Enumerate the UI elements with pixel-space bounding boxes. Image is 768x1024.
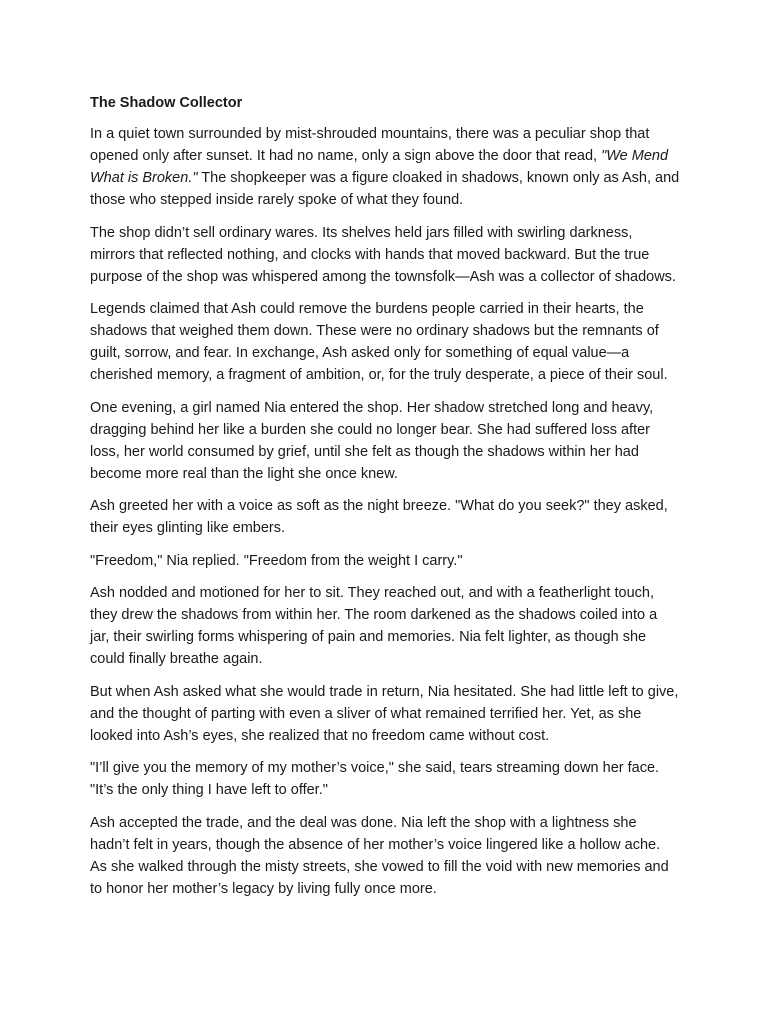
paragraph-2: The shop didn’t sell ordinary wares. Its shelves held jars filled with swirling darkness, mirrors that reflected nothing, and clocks with hands that moved backward. But the true purpose of the shop was whispered among the townsfolk—Ash was a collector of shadows. (90, 224, 676, 285)
shop-sign-quote: "We Mend What is Broken." (90, 148, 669, 186)
paragraph-1-text-start: In a quiet town surrounded by mist-shrouded mountains, there was a peculiar shop that opened only after sunset. It had no name, only a sign above the door that read, (90, 126, 650, 164)
paragraph-3: Legends claimed that Ash could remove the burdens people carried in their hearts, the shadows that weighed them down. These were no ordinary shadows but the remnants of guilt, sorrow, and fear. In exchange, Ash asked only for something of equal value—a cherished memory, a fragment of ambition, or, for the truly desperate, a piece of their soul. (90, 301, 668, 383)
paragraph-1 (90, 123, 680, 211)
paragraph-7: Ash nodded and motioned for her to sit. They reached out, and with a featherlight touch, they drew the shadows from within her. The room darkened as the shadows coiled into a jar, their swirling forms whispering of pain and memories. Nia felt lighter, as though she could finally breathe again. (90, 585, 658, 667)
paragraph-10: Ash accepted the trade, and the deal was done. Nia left the shop with a lightness she hadn’t felt in years, though the absence of her mother’s voice lingered like a hollow ache. As she walked through the misty streets, she vowed to fill the void with new memories and to honor her mother’s legacy by living fully once more. (90, 814, 669, 897)
paragraph-9: "I’ll give you the memory of my mother’s voice," she said, tears streaming down her face. "It’s the only thing I have left to offer." (90, 760, 660, 798)
paragraph-4: One evening, a girl named Nia entered the shop. Her shadow stretched long and heavy, dragging behind her like a burden she could no longer bear. She had suffered loss after loss, her world consumed by grief, until she felt as though the shadows within her had become more real than the light she once knew. (90, 399, 654, 482)
paragraph-6: "Freedom," Nia replied. "Freedom from the weight I carry." (90, 552, 463, 569)
document-page (90, 92, 680, 910)
paragraph-1-text-end: The shopkeeper was a figure cloaked in shadows, known only as Ash, and those who stepped inside rarely spoke of what they found. (90, 170, 680, 208)
paragraph-5: Ash greeted her with a voice as soft as the night breeze. "What do you seek?" they asked, their eyes glinting like embers. (90, 498, 668, 536)
paragraph-8: But when Ash asked what she would trade in return, Nia hesitated. She had little left to give, and the thought of parting with even a sliver of what remained terrified her. Yet, as she looked into Ash’s eyes, she realized that no freedom came without cost. (90, 683, 679, 744)
document-title: The Shadow Collector (90, 95, 243, 111)
